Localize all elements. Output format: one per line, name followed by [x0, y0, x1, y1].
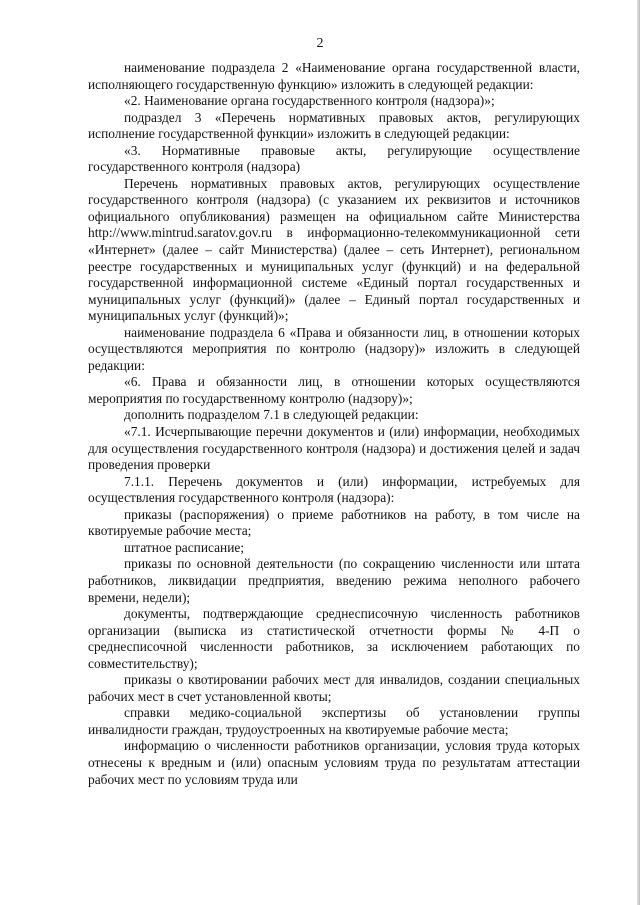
document-body	[88, 60, 580, 788]
paragraph-5: Перечень нормативных правовых актов, регулирующих осуществление государственного контроля (надзора) (с указанием их реквизитов и источников официального опубликования) размещен на официальном сайте Министерства http://www.mintrud.saratov.gov.ru в информационно-телекоммуникационной сети «Интернет» (далее – сайт Министерства) (далее – сеть Интернет), региональном реестре государственных и муниципальных услуг (функций) и на федеральной государственной информационной системе «Единый портал государственных и муниципальных услуг (функций)» (далее – Единый портал государственных и муниципальных услуг (функций)»;	[88, 175, 580, 324]
paragraph-16: справки медико-социальной экспертизы об установлении группы инвалидности граждан, трудоустроенных на квотируемые рабочие места;	[88, 705, 580, 737]
paragraph-12: штатное расписание;	[124, 539, 245, 555]
paragraph-14: документы, подтверждающие среднесписочную численность работников организации (выписка из статистической отчетности формы № 4-П о среднесписочной численности работников, за исключением работающих по совместительству);	[88, 606, 580, 671]
paragraph-15: приказы о квотировании рабочих мест для инвалидов, создании специальных рабочих мест в счет установленной квоты;	[88, 672, 580, 704]
paragraph-8: дополнить подразделом 7.1 в следующей редакции:	[124, 407, 419, 423]
page-number: 2	[316, 36, 324, 51]
paragraph-17: информацию о численности работников организации, условия труда которых отнесены к вредным и (или) опасным условиям труда по результатам аттестации рабочих мест по условиям труда или	[88, 738, 580, 787]
paragraph-13: приказы по основной деятельности (по сокращению численности или штата работников, ликвидации предприятия, введению режима неполного рабочего времени, недели);	[88, 556, 580, 605]
paragraph-3: подраздел 3 «Перечень нормативных правовых актов, регулирующих исполнение государственной функции» изложить в следующей редакции:	[88, 109, 580, 142]
paragraph-6: наименование подраздела 6 «Права и обязанности лиц, в отношении которых осуществляются мероприятия по контролю (надзору)» изложить в следующей редакции:	[88, 324, 580, 373]
paragraph-1: наименование подраздела 2 «Наименование органа государственной власти, исполняющего государственную функцию» изложить в следующей редакции:	[88, 60, 580, 92]
paragraph-9: «7.1. Исчерпывающие перечни документов и (или) информации, необходимых для осуществления государственного контроля (надзора) и достижения целей и задач проведения проверки	[88, 424, 580, 473]
paragraph-11: приказы (распоряжения) о приеме работников на работу, в том числе на квотируемые рабочие места;	[88, 506, 580, 539]
paragraph-2: «2. Наименование органа государственного контроля (надзора)»;	[124, 93, 495, 109]
paragraph-10: 7.1.1. Перечень документов и (или) информации, истребуемых для осуществления государственного контроля (надзора):	[88, 473, 580, 506]
paragraph-7: «6. Права и обязанности лиц, в отношении которых осуществляются мероприятия по государственному контролю (надзору)»;	[88, 374, 580, 406]
paragraph-4: «3. Нормативные правовые акты, регулирующие осуществление государственного контроля (надзора)	[88, 142, 580, 175]
